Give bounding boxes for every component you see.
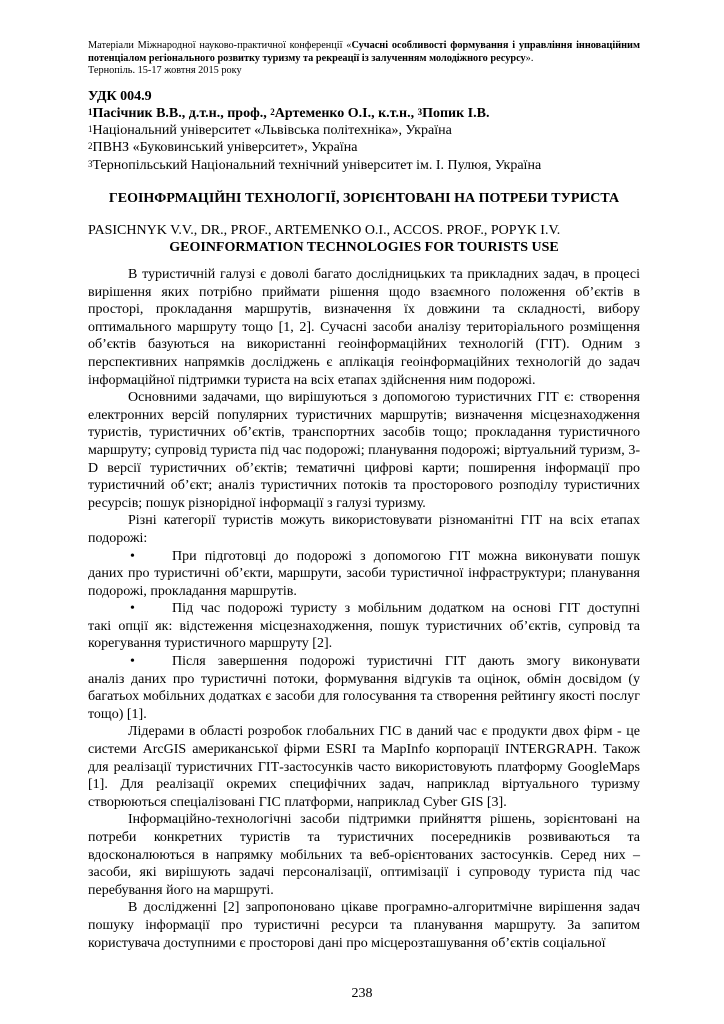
bullet-item-3 <box>88 653 640 723</box>
bullet-3-rest: аналіз даних про туристичні потоки, формування відгуків та оцінок, обмін досвідом (у багатьох мобільних додатках є засоби для голосування та створення рейтингу якості послуг тощо) [1]. <box>88 671 640 722</box>
bullet-2-first: Під час подорожі туристу з мобільним додатком на основі ГІТ доступні <box>172 601 640 617</box>
bullet-3-first: Після завершення подорожі туристичні ГІТ дають змогу виконувати <box>172 654 640 670</box>
bullet-icon: • <box>130 601 135 617</box>
affiliation-3 <box>88 157 640 175</box>
author-3: Попик І.В. <box>422 105 490 121</box>
affiliation-1 <box>88 122 640 140</box>
conference-date: Тернопіль. 15-17 жовтня 2015 року <box>88 65 242 76</box>
bullet-1-first: При підготовці до подорожі з допомогою ГІТ можна виконувати пошук <box>172 548 640 564</box>
page-number: 238 <box>351 986 373 1001</box>
author-1: Пасічник В.В., д.т.н., проф., <box>92 105 271 121</box>
affiliation-1-sup: 1 <box>88 123 93 134</box>
udc-code: УДК 004.9 <box>88 88 152 104</box>
article-body <box>88 266 640 952</box>
author-3-sup: 3 <box>417 106 423 117</box>
author-1-sup: 1 <box>88 106 93 117</box>
bullet-item-1 <box>88 548 640 601</box>
bullet-2-rest: такі опції як: відстеження місцезнаходження, пошук туристичних об’єктів, супровід та корегування туристичного маршруту [2]. <box>88 618 640 652</box>
paragraph-1: В туристичній галузі є доволі багато дослідницьких та прикладних задач, в процесі вирішення яких потрібно приймати рішення щодо взаємного положення об’єктів в просторі, прокладання маршрутів, визначення їх довжини та складності, вибору оптимального маршруту тощо [1, 2]. Сучасні засоби аналізу територіального розміщення об’єктів базуються на використанні геоінформаційних технологій (ГІТ). Одним з перспективних напрямків досліджень є аплікація геоінформаційних технологій до задач інформаційної підтримки туриста на всіх етапах здійснення ним подорожі. <box>88 267 640 388</box>
affiliation-3-text: Тернопільський Національний технічний університет ім. І. Пулюя, Україна <box>92 157 542 173</box>
affiliation-3-sup: 3 <box>88 158 93 169</box>
paragraph-2: Основними задачами, що вирішуються з допомогою туристичних ГІТ є: створення електронних версій популярних туристичних маршрутів; визначення місцезнаходження туристів, туристичних об’єктів, транспортних засобів тощо; прокладання туристичного маршруту; супровід туриста під час подорожі; планування подорожі; віртуальний туризм, 3-D версії туристичних об’єктів; тематичні цифрові карти; поширення інформації про туристичний об’єкт; аналіз туристичних потоків та просторового розподілу туристичних ресурсів; пошук різнорідної інформації з галузі туризму. <box>88 390 640 511</box>
affiliation-2 <box>88 139 640 157</box>
conference-header <box>88 40 640 65</box>
paragraph-6: В дослідженні [2] запропоновано цікаве програмно-алгоритмічне вирішення задач пошуку інформації про туристичні ресурси та планування маршруту. За запитом користувача доступними є просторові дані про місцерозташування об’єктів соціальної <box>88 900 640 951</box>
conference-title: Сучасні особливості формування і управління інноваційним потенціалом регіонального розвитку туризму та рекреації із залученням молодіжного ресурсу <box>88 40 641 64</box>
bullet-1-rest: даних про туристичні об’єкти, маршрути, засоби туристичної інфраструктури; планування подорожі, прокладання маршрутів. <box>88 566 640 599</box>
bullet-item-2 <box>88 600 640 653</box>
affiliation-2-sup: 2 <box>88 141 93 151</box>
title-en: GEOINFORMATION TECHNOLOGIES FOR TOURISTS USE <box>169 240 559 255</box>
title-ua: ГЕОІНФРМАЦІЙНІ ТЕХНОЛОГІЇ, ЗОРІЄНТОВАНІ НА ПОТРЕБИ ТУРИСТА <box>108 191 620 206</box>
bullet-icon: • <box>130 654 135 670</box>
authors-en: PASICHNYK V.V., DR., PROF., ARTEMENKO O.I., ACCOS. PROF., POPYK I.V. <box>88 223 561 238</box>
affiliation-2-text: ПВНЗ «Буковинський університет», Україна <box>92 140 358 155</box>
authors-ua <box>88 105 640 122</box>
conference-prefix: Матеріали Міжнародної науково-практичної конференції « <box>88 40 352 51</box>
affiliation-1-text: Національний університет «Львівська політехніка», Україна <box>92 122 452 138</box>
paragraph-5: Інформаційно-технологічні засоби підтримки прийняття рішень, зорієнтовані на потреби конкретних туристів та туристичних посередників розвиваються та вдосконалюються в напрямку мобільних та веб-орієнтованих застосунків. Серед них – засоби, які вирішують задачі персоналізації, оптимізації і супроводу туриста під час перебування його на маршруті. <box>88 812 640 898</box>
bullet-icon: • <box>130 548 135 564</box>
author-2-sup: 2 <box>270 106 275 117</box>
conference-suffix: ». <box>525 52 534 64</box>
paper-page <box>88 40 640 952</box>
author-2: Артеменко О.І., к.т.н., <box>274 105 418 121</box>
paragraph-4: Лідерами в області розробок глобальних ГІС в даний час є продукти двох фірм - це системи ArcGIS американської фірми ESRI та MapInfo корпорації INTERGRAPH. Також для реалізації туристичних ГІТ-застосунків часто використовують платформу GoogleMaps [1]. Для реалізації окремих специфічних задач, наприклад віртуального туризму створюються спеціалізовані ГІС платформи, наприклад Cyber GIS [3]. <box>88 724 640 810</box>
paragraph-3: Різні категорії туристів можуть використовувати різноманітні ГІТ на всіх етапах подорожі: <box>88 513 640 546</box>
